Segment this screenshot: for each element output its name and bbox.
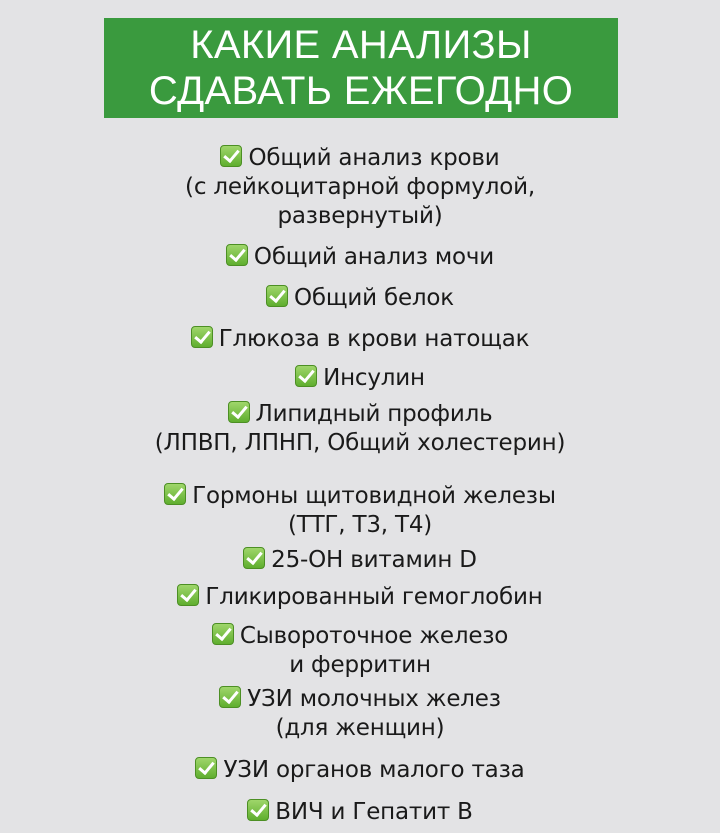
item-text: ВИЧ и Гепатит В xyxy=(275,799,473,825)
list-item xyxy=(0,482,720,540)
item-text: (для женщин) xyxy=(275,715,445,741)
list-item xyxy=(0,798,720,827)
check-mark-icon xyxy=(177,584,199,606)
item-text: 25-ОН витамин D xyxy=(271,547,477,573)
title-line-2: СДАВАТЬ ЕЖЕГОДНО xyxy=(148,69,574,113)
check-mark-icon xyxy=(228,401,250,423)
check-mark-icon xyxy=(195,757,217,779)
item-text: Инсулин xyxy=(323,365,425,391)
check-mark-icon xyxy=(164,483,186,505)
check-mark-icon xyxy=(295,365,317,387)
list-item xyxy=(0,364,720,393)
item-text: Липидный профиль xyxy=(255,401,493,427)
list-item xyxy=(0,583,720,612)
list-item xyxy=(0,284,720,313)
item-text: Общий белок xyxy=(294,285,454,311)
item-text: УЗИ молочных желез xyxy=(247,686,501,712)
item-text: Глюкоза в крови натощак xyxy=(218,326,530,352)
check-mark-icon xyxy=(212,623,234,645)
item-text: развернутый) xyxy=(277,203,443,229)
item-text: УЗИ органов малого таза xyxy=(223,757,525,783)
list-item xyxy=(0,622,720,680)
check-mark-icon xyxy=(191,326,213,348)
item-text: (ТТГ, Т3, Т4) xyxy=(287,512,433,538)
list-item xyxy=(0,400,720,458)
list-item xyxy=(0,546,720,575)
check-mark-icon xyxy=(247,799,269,821)
title-line-1: КАКИЕ АНАЛИЗЫ xyxy=(190,23,532,67)
item-text: (ЛПВП, ЛПНП, Общий холестерин) xyxy=(154,430,566,456)
item-text: Гликированный гемоглобин xyxy=(205,584,543,610)
check-mark-icon xyxy=(266,285,288,307)
item-text: Гормоны щитовидной железы xyxy=(192,483,556,509)
list-item xyxy=(0,756,720,785)
item-text: и ферритин xyxy=(289,652,431,678)
title-banner xyxy=(104,18,618,118)
list-item xyxy=(0,144,720,231)
list-item xyxy=(0,325,720,354)
check-mark-icon xyxy=(226,244,248,266)
item-text: (с лейкоцитарной формулой, xyxy=(185,174,535,200)
item-text: Общий анализ крови xyxy=(248,145,500,171)
item-text: Сывороточное железо xyxy=(239,623,509,649)
list-item xyxy=(0,243,720,272)
check-mark-icon xyxy=(243,547,265,569)
item-text: Общий анализ мочи xyxy=(253,244,495,270)
check-mark-icon xyxy=(219,686,241,708)
list-item xyxy=(0,685,720,743)
check-mark-icon xyxy=(220,145,242,167)
